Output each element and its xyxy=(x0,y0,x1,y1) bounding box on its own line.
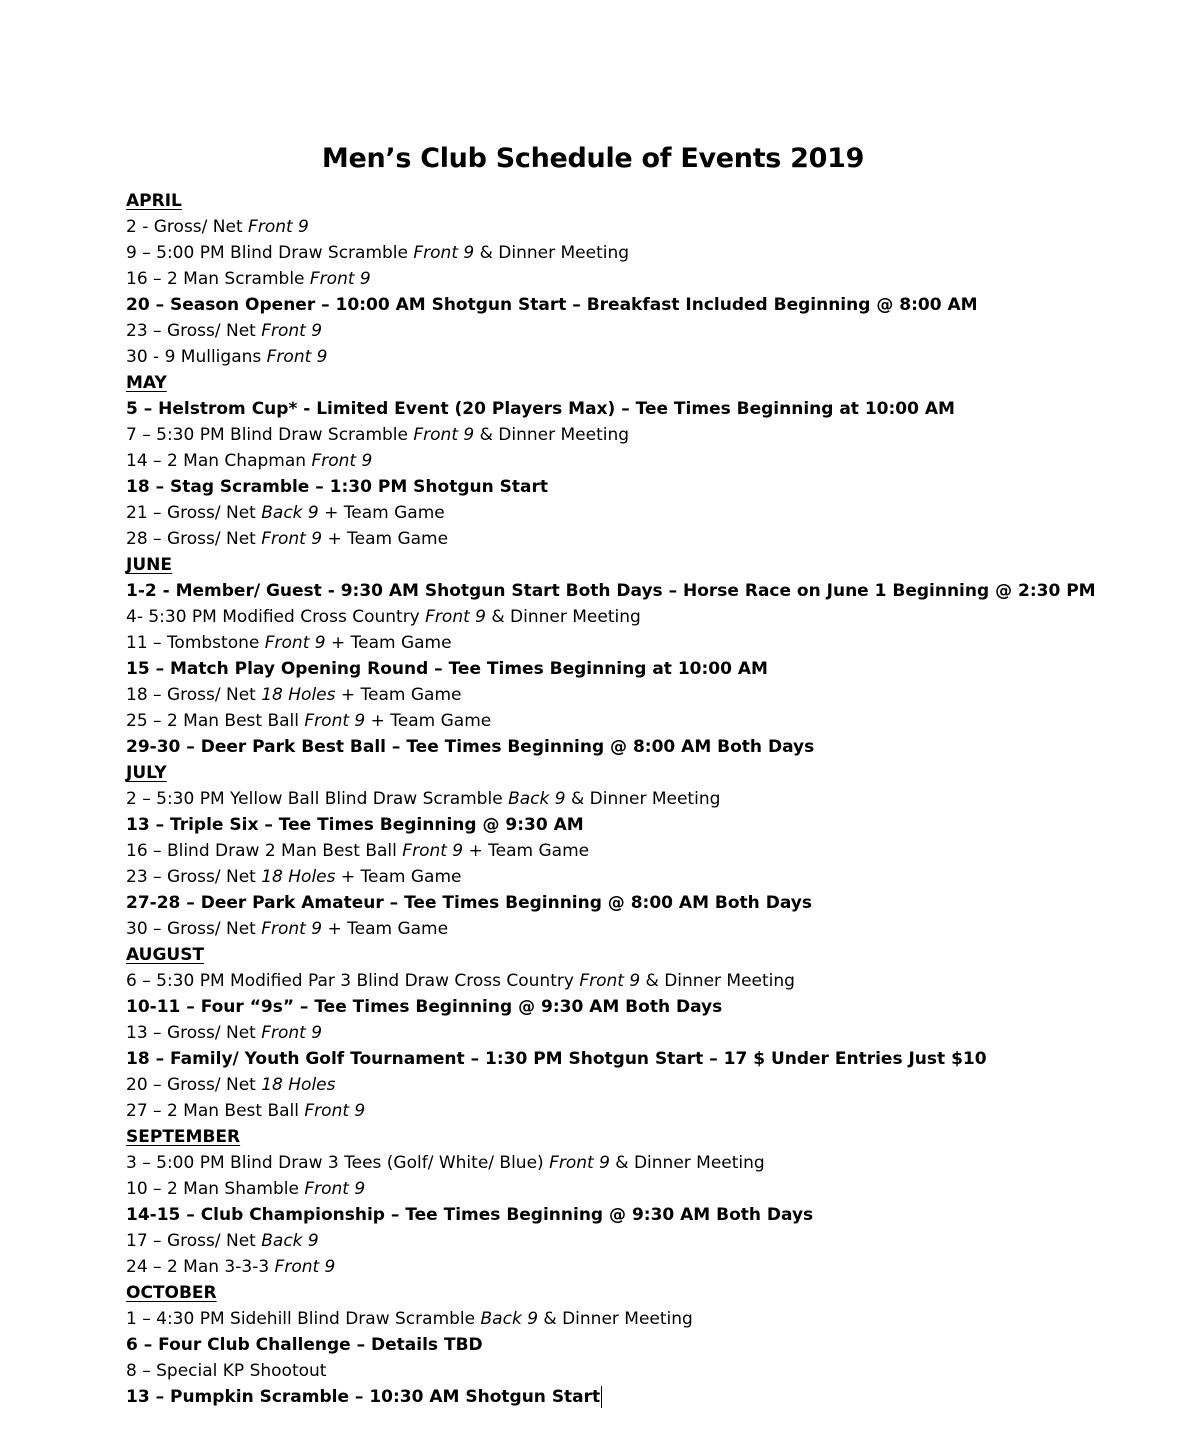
event-line xyxy=(126,1098,1166,1124)
event-line xyxy=(126,318,1166,344)
featured-event-line xyxy=(126,734,1166,760)
course-label: Front 9 xyxy=(304,711,366,731)
course-label: Front 9 xyxy=(311,451,373,471)
course-label: Front 9 xyxy=(579,971,641,991)
event-text: & Dinner Meeting xyxy=(565,789,721,809)
course-label: Front 9 xyxy=(402,841,464,861)
event-text: MAY xyxy=(126,373,167,393)
event-text: 7 – 5:30 PM Blind Draw Scramble xyxy=(126,425,414,445)
course-label: Front 9 xyxy=(261,919,323,939)
event-line xyxy=(126,214,1166,240)
event-text: 18 – Family/ Youth Golf Tournament – 1:30 PM Shotgun Start – 17 $ Under Entries Just $10 xyxy=(126,1049,987,1069)
event-line xyxy=(126,1228,1166,1254)
event-line xyxy=(126,240,1166,266)
event-line xyxy=(126,682,1166,708)
featured-event-line xyxy=(126,578,1166,604)
event-text: AUGUST xyxy=(126,945,205,965)
event-text: 5 – Helstrom Cup* - Limited Event (20 Players Max) – Tee Times Beginning at 10:00 AM xyxy=(126,399,955,419)
schedule-list xyxy=(126,188,1166,1410)
course-label: Back 9 xyxy=(508,789,566,809)
event-text: + Team Game xyxy=(335,867,462,887)
event-line xyxy=(126,1176,1166,1202)
event-text: 14 – 2 Man Chapman xyxy=(126,451,312,471)
event-text: JULY xyxy=(126,763,167,783)
event-text: 14-15 – Club Championship – Tee Times Beginning @ 9:30 AM Both Days xyxy=(126,1205,814,1225)
event-text: + Team Game xyxy=(335,685,462,705)
event-text: 18 – Gross/ Net xyxy=(126,685,262,705)
event-text: 29-30 – Deer Park Best Ball – Tee Times Beginning @ 8:00 AM Both Days xyxy=(126,737,815,757)
event-text: 21 – Gross/ Net xyxy=(126,503,262,523)
featured-event-line xyxy=(126,1202,1166,1228)
event-text: 1-2 - Member/ Guest - 9:30 AM Shotgun Start Both Days – Horse Race on June 1 Beginning @ 2:30 PM xyxy=(126,581,1096,601)
event-line xyxy=(126,838,1166,864)
event-line xyxy=(126,1150,1166,1176)
month-heading xyxy=(126,188,1166,214)
event-text: 3 – 5:00 PM Blind Draw 3 Tees (Golf/ White/ Blue) xyxy=(126,1153,550,1173)
course-label: 18 Holes xyxy=(261,867,336,887)
course-label: 18 Holes xyxy=(261,685,336,705)
featured-event-line xyxy=(126,812,1166,838)
event-text: 27 – 2 Man Best Ball xyxy=(126,1101,305,1121)
course-label: Front 9 xyxy=(248,217,309,237)
event-text: 28 – Gross/ Net xyxy=(126,529,262,549)
event-line xyxy=(126,916,1166,942)
event-text: 11 – Tombstone xyxy=(126,633,265,653)
event-line xyxy=(126,448,1166,474)
month-heading xyxy=(126,1280,1166,1306)
course-label: Front 9 xyxy=(261,321,323,341)
course-label: Front 9 xyxy=(304,1101,366,1121)
event-text: 23 – Gross/ Net xyxy=(126,321,262,341)
course-label: Back 9 xyxy=(261,503,319,523)
course-label: Front 9 xyxy=(261,529,323,549)
month-heading xyxy=(126,370,1166,396)
event-text: SEPTEMBER xyxy=(126,1127,241,1147)
event-text: 2 – 5:30 PM Yellow Ball Blind Draw Scramble xyxy=(126,789,509,809)
event-text: & Dinner Meeting xyxy=(609,1153,765,1173)
month-heading xyxy=(126,942,1166,968)
event-line xyxy=(126,1358,1166,1384)
month-heading xyxy=(126,760,1166,786)
course-label: Front 9 xyxy=(413,425,475,445)
event-text: + Team Game xyxy=(322,529,449,549)
featured-event-line xyxy=(126,292,1166,318)
month-heading xyxy=(126,552,1166,578)
event-text: 24 – 2 Man 3-3-3 xyxy=(126,1257,275,1277)
event-line xyxy=(126,604,1166,630)
text-cursor xyxy=(601,1386,602,1408)
event-text: 16 – 2 Man Scramble xyxy=(126,269,310,289)
event-text: OCTOBER xyxy=(126,1283,217,1303)
document-title: Men’s Club Schedule of Events 2019 xyxy=(321,143,865,175)
event-text: 30 – Gross/ Net xyxy=(126,919,262,939)
event-line xyxy=(126,630,1166,656)
course-label: Back 9 xyxy=(261,1231,319,1251)
event-text: 18 – Stag Scramble – 1:30 PM Shotgun Start xyxy=(126,477,548,497)
event-line xyxy=(126,266,1166,292)
featured-event-line xyxy=(126,656,1166,682)
event-text: 23 – Gross/ Net xyxy=(126,867,262,887)
event-text: 15 – Match Play Opening Round – Tee Times Beginning at 10:00 AM xyxy=(126,659,768,679)
event-text: 1 – 4:30 PM Sidehill Blind Draw Scramble xyxy=(126,1309,481,1329)
event-text: 9 – 5:00 PM Blind Draw Scramble xyxy=(126,243,414,263)
month-heading xyxy=(126,1124,1166,1150)
featured-event-line xyxy=(126,396,1166,422)
featured-event-line xyxy=(126,1046,1166,1072)
event-text: & Dinner Meeting xyxy=(640,971,795,991)
course-label: Front 9 xyxy=(304,1179,366,1199)
event-text: & Dinner Meeting xyxy=(485,607,641,627)
course-label: Front 9 xyxy=(425,607,486,627)
event-text: JUNE xyxy=(126,555,172,575)
featured-event-line xyxy=(126,1384,1166,1410)
event-text: 17 – Gross/ Net xyxy=(126,1231,262,1251)
event-line xyxy=(126,1254,1166,1280)
event-text: 13 – Gross/ Net xyxy=(126,1023,262,1043)
course-label: Front 9 xyxy=(274,1257,336,1277)
event-text: 4- 5:30 PM Modified Cross Country xyxy=(126,607,426,627)
event-line xyxy=(126,1020,1166,1046)
event-text: 27-28 – Deer Park Amateur – Tee Times Beginning @ 8:00 AM Both Days xyxy=(126,893,812,913)
event-line xyxy=(126,786,1166,812)
featured-event-line xyxy=(126,1332,1166,1358)
event-text: 13 – Triple Six – Tee Times Beginning @ 9:30 AM xyxy=(126,815,584,835)
course-label: Front 9 xyxy=(264,633,326,653)
event-line xyxy=(126,968,1166,994)
event-text: & Dinner Meeting xyxy=(538,1309,693,1329)
event-text: 25 – 2 Man Best Ball xyxy=(126,711,305,731)
event-line xyxy=(126,344,1166,370)
event-text: 20 – Gross/ Net xyxy=(126,1075,262,1095)
event-line xyxy=(126,500,1166,526)
event-text: + Team Game xyxy=(322,919,449,939)
event-line xyxy=(126,708,1166,734)
event-text: 10-11 – Four “9s” – Tee Times Beginning @ 9:30 AM Both Days xyxy=(126,997,723,1017)
event-text: 10 – 2 Man Shamble xyxy=(126,1179,305,1199)
event-line xyxy=(126,1306,1166,1332)
course-label: Front 9 xyxy=(261,1023,323,1043)
event-text: 13 – Pumpkin Scramble – 10:30 AM Shotgun Start xyxy=(126,1387,601,1407)
featured-event-line xyxy=(126,994,1166,1020)
event-text: + Team Game xyxy=(463,841,590,861)
event-line xyxy=(126,864,1166,890)
event-text: 20 – Season Opener – 10:00 AM Shotgun Start – Breakfast Included Beginning @ 8:00 AM xyxy=(126,295,978,315)
featured-event-line xyxy=(126,890,1166,916)
event-text: 30 - 9 Mulligans xyxy=(126,347,267,367)
course-label: 18 Holes xyxy=(261,1075,336,1095)
event-text: APRIL xyxy=(126,191,182,211)
event-line xyxy=(126,1072,1166,1098)
course-label: Back 9 xyxy=(480,1309,539,1329)
event-text: & Dinner Meeting xyxy=(474,425,630,445)
event-text: 8 – Special KP Shootout xyxy=(126,1361,327,1381)
event-line xyxy=(126,422,1166,448)
event-line xyxy=(126,526,1166,552)
featured-event-line xyxy=(126,474,1166,500)
event-text: & Dinner Meeting xyxy=(474,243,630,263)
event-text: + Team Game xyxy=(365,711,492,731)
event-text: 16 – Blind Draw 2 Man Best Ball xyxy=(126,841,403,861)
event-text: + Team Game xyxy=(325,633,452,653)
event-text: + Team Game xyxy=(318,503,445,523)
event-text: 6 – 5:30 PM Modified Par 3 Blind Draw Cross Country xyxy=(126,971,580,991)
event-text: 2 - Gross/ Net xyxy=(126,217,249,237)
event-text: 6 – Four Club Challenge – Details TBD xyxy=(126,1335,483,1355)
course-label: Front 9 xyxy=(549,1153,610,1173)
course-label: Front 9 xyxy=(266,347,328,367)
course-label: Front 9 xyxy=(309,269,371,289)
course-label: Front 9 xyxy=(413,243,475,263)
